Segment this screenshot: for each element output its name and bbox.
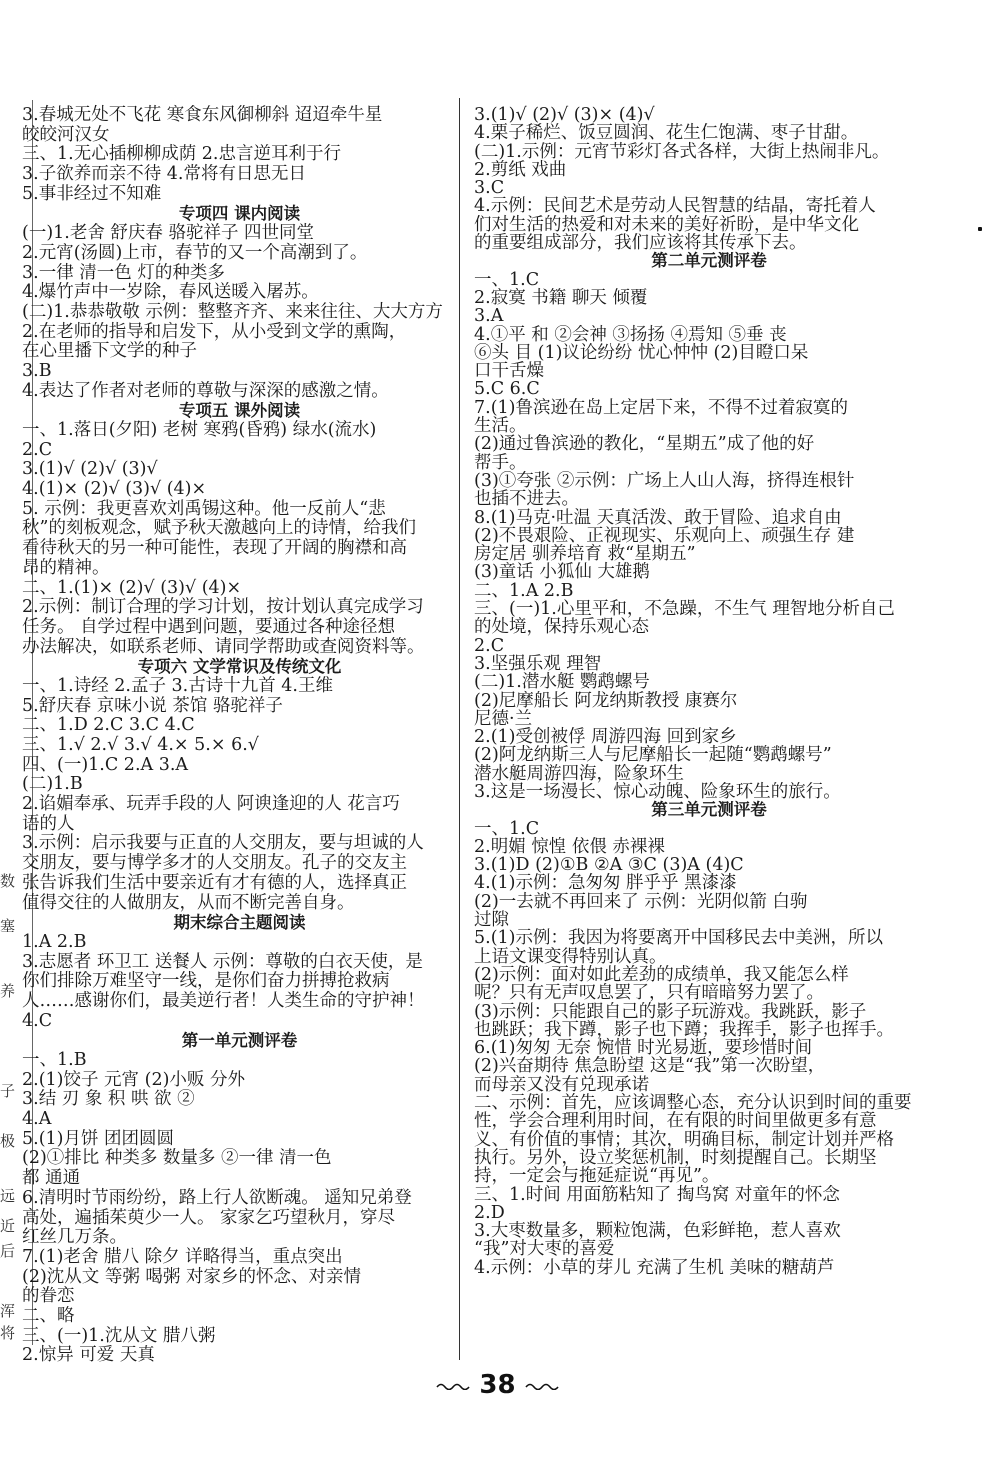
answer-line: 三、(一)1.心里平和，不急躁，不生气 理智地分析自己	[474, 599, 895, 620]
answer-line: 一、1.C	[474, 269, 540, 290]
answer-line: (2)兴奋期待 焦急盼望 这是“我”第一次盼望，	[474, 1056, 826, 1077]
answer-line: 也跳跃；我下蹲，影子也下蹲；我挥手，影子也挥手。	[474, 1019, 894, 1040]
answer-line: 3.A	[474, 306, 504, 327]
right-column	[474, 106, 944, 1277]
answer-line: 一、1.C	[474, 818, 540, 839]
answer-line: 过隙	[474, 910, 509, 931]
answer-line: (二)1.B	[22, 774, 83, 795]
answer-line: (一)1.老舍 舒庆春 骆驼祥子 四世同堂	[22, 223, 315, 244]
answer-line: (二)1.恭恭敬敬 示例：整整齐齐、来来往往、大大方方	[22, 301, 443, 322]
answer-line: (3)①夸张 ②示例：广场上人山人海，挤得连根针	[474, 470, 855, 491]
answer-line: (3)童话 小狐仙 大雄鹅	[474, 562, 650, 583]
answer-line: (2)示例：面对如此差劲的成绩单，我又能怎么样	[474, 964, 849, 985]
answer-line: 房定居 驯养培育 救“星期五”	[474, 544, 696, 565]
margin-char: 极	[0, 1132, 16, 1150]
answer-line: 7.(1)鲁滨逊在岛上定居下来，不得不过着寂寞的	[474, 397, 848, 418]
answer-line: 3.春城无处不飞花 寒食东风御柳斜 迢迢牵牛星	[22, 105, 383, 125]
answer-line: 6.(1)匆匆 无奈 惋惜 时光易逝，要珍惜时间	[474, 1038, 813, 1059]
answer-line: 2.D	[474, 1202, 505, 1223]
answer-line: 2.C	[22, 439, 53, 460]
answer-line: 7.(1)老舍 腊八 除夕 详略得当，重点突出	[22, 1246, 343, 1267]
answer-line: 的眷恋	[22, 1286, 75, 1307]
answer-line: 而母亲又没有兑现承诺	[474, 1074, 649, 1095]
answer-line: 一、1.落日(夕阳) 老树 寒鸦(昏鸦) 绿水(流水)	[22, 420, 377, 440]
answer-line: 1.A 2.B	[22, 931, 87, 952]
stray-mark	[978, 227, 982, 231]
answer-line: 5.舒庆春 京味小说 茶馆 骆驼祥子	[22, 695, 283, 716]
answer-line: (2)一去就不再回来了 示例：光阴似箭 白驹	[474, 891, 808, 912]
answer-line: 2.在老师的指导和启发下，从小受到文学的熏陶，	[22, 321, 407, 342]
answer-line: (2)沈从文 等粥 喝粥 对家乡的怀念、对亲情	[22, 1266, 361, 1287]
answer-line: 4.C	[22, 1010, 53, 1031]
section-heading: 第二单元测评卷	[651, 251, 767, 271]
answer-line: 3.子欲养而亲不待 4.常将有日思无日	[22, 164, 306, 185]
answer-line: 张告诉我们生活中要亲近有才有德的人，选择真正	[22, 872, 407, 893]
answer-line: 在心里播下文学的种子	[22, 341, 197, 362]
answer-line: 4.栗子稀烂、饭豆圆润、花生仁饱满、枣子甘甜。	[474, 123, 859, 144]
answer-line: 性，学会合理利用时间，在有限的时间里做更多有意	[474, 1111, 877, 1132]
answer-line: 3.坚强乐观 理智	[474, 653, 602, 674]
section-heading: 期末综合主题阅读	[173, 913, 306, 933]
answer-line: 上语文课变得特别认真。	[474, 946, 667, 967]
answer-line: 4.①平 和 ②会神 ③扬扬 ④焉知 ⑤垂 丧	[474, 324, 787, 345]
answer-line: 们对生活的热爱和对未来的美好祈盼，是中华文化	[474, 214, 859, 235]
page-footer	[0, 1370, 995, 1400]
answer-line: 3.志愿者 环卫工 送餐人 示例：尊敬的白衣天使，是	[22, 951, 423, 972]
answer-line: 2.寂寞 书籍 聊天 倾覆	[474, 287, 648, 308]
answer-line: 5.C 6.C	[474, 379, 540, 400]
answer-line: 5.(1)月饼 团团圆圆	[22, 1128, 175, 1149]
answer-line: 8.(1)马克·吐温 天真活泼、敢于冒险、追求自由	[474, 507, 842, 528]
answer-line: 5. 示例：我更喜欢刘禹锡这种。他一反前人“悲	[22, 498, 386, 519]
margin-char: 浑	[0, 1302, 16, 1320]
answer-line: 4.表达了作者对老师的尊敬与深深的感激之情。	[22, 380, 389, 401]
margin-char: 远	[0, 1187, 16, 1205]
section-heading: 专项六 文学常识及传统文化	[137, 657, 342, 677]
answer-line: 二、1.D 2.C 3.C 4.C	[22, 715, 195, 736]
answer-line: 3.(1)√ (2)√ (3)√	[22, 459, 158, 480]
answer-line: 三、1.时间 用面筋粘知了 掏鸟窝 对童年的怀念	[474, 1184, 840, 1205]
section-heading: 专项四 课内阅读	[178, 204, 301, 224]
section-heading: 第三单元测评卷	[651, 800, 767, 820]
answer-line: 值得交往的人做朋友，从而不断完善自身。	[22, 892, 355, 913]
wave-ornament-left-icon	[436, 1382, 470, 1390]
answer-line: 3.(1)D (2)①B ②A ③C (3)A (4)C	[474, 855, 744, 876]
answer-line: 2.惊异 可爱 天真	[22, 1345, 155, 1366]
section-heading: 第一单元测评卷	[181, 1031, 298, 1051]
answer-line: 3.(1)√ (2)√ (3)× (4)√	[474, 105, 655, 125]
answer-line: 2.C	[474, 635, 505, 656]
answer-line: 的处境，保持乐观心态	[474, 617, 649, 638]
answer-line: 5.事非经过不知难	[22, 183, 162, 204]
page-number: 38	[479, 1370, 516, 1400]
answer-line: 一、1.诗经 2.孟子 3.古诗十九首 4.王维	[22, 675, 333, 696]
answer-line: 的重要组成部分，我们应该将其传承下去。	[474, 233, 807, 254]
answer-line: 4.(1)× (2)√ (3)√ (4)×	[22, 479, 207, 500]
margin-char: 将	[0, 1324, 16, 1342]
answer-line: 3.结 刃 象 积 哄 欲 ②	[22, 1089, 195, 1110]
answer-line: 6.清明时节雨纷纷，路上行人欲断魂。 遥知兄弟登	[22, 1187, 412, 1208]
answer-line: (二)1.示例：元宵节彩灯各式各样，大街上热闹非凡。	[474, 141, 890, 162]
answer-line: 交朋友，要与博学多才的人交朋友。孔子的交友主	[22, 853, 407, 874]
answer-line: 人……感谢你们，最美逆行者！人类生命的守护神！	[22, 990, 425, 1011]
answer-line: 义、有价值的事情；其次，明确目标，制定计划并严格	[474, 1129, 894, 1150]
answer-line: 都 通通	[22, 1168, 81, 1189]
margin-char: 数	[0, 872, 16, 890]
answer-line: 昂的精神。	[22, 557, 110, 578]
answer-line: 二、示例：首先，应该调整心态，充分认识到时间的重要	[474, 1093, 912, 1114]
answer-line: 二、1.A 2.B	[474, 580, 574, 601]
answer-line: 也插不进去。	[474, 489, 579, 510]
answer-line: 帮手。	[474, 452, 527, 473]
answer-line: 4.(1)示例：急匆匆 胖乎乎 黑漆漆	[474, 873, 737, 894]
answer-line: 办法解决，如联系老师、请同学帮助或查阅资料等。	[22, 636, 425, 657]
answer-line: 四、(一)1.C 2.A 3.A	[22, 754, 189, 775]
margin-char: 子	[0, 1082, 16, 1100]
answer-line: 秋”的刻板观念，赋予秋天激越向上的诗情，给我们	[22, 518, 416, 539]
answer-line: (2)①排比 种类多 数量多 ②一律 清一色	[22, 1148, 332, 1169]
wave-ornament-right-icon	[525, 1382, 559, 1390]
answer-line: 二、略	[22, 1305, 75, 1326]
answer-line: (2)通过鲁滨逊的教化，“星期五”成了他的好	[474, 434, 815, 455]
answer-line: 3.大枣数量多，颗粒饱满，色彩鲜艳，惹人喜欢	[474, 1221, 841, 1242]
answer-line: 4.A	[22, 1109, 52, 1130]
margin-char: 塞	[0, 917, 16, 935]
answer-line: 生活。	[474, 416, 527, 437]
answer-line: 2.剪纸 戏曲	[474, 159, 567, 180]
answer-line: 3.B	[22, 360, 52, 381]
answer-line: 看待秋天的另一种可能性，表现了开阔的胸襟和高	[22, 538, 407, 559]
left-column	[22, 106, 457, 1366]
answer-line: 二、1.(1)× (2)√ (3)√ (4)×	[22, 577, 242, 598]
margin-char: 养	[0, 982, 16, 1000]
answer-line: 高处，遍插茱萸少一人。 家家乞巧望秋月，穿尽	[22, 1207, 396, 1228]
answer-line: 3.示例：启示我要与正直的人交朋友，要与坦诚的人	[22, 833, 424, 854]
margin-char: 后	[0, 1242, 16, 1260]
answer-line: 尼德·兰	[474, 708, 533, 729]
answer-line: 一、1.B	[22, 1050, 87, 1070]
answer-line: 4.示例：小草的芽儿 充满了生机 美味的糖葫芦	[474, 1257, 835, 1278]
answer-line: (2)不畏艰险、正视现实、乐观向上、顽强生存 建	[474, 525, 855, 546]
answer-line: 你们排除万难坚守一线，是你们奋力拼搏抢救病	[22, 971, 390, 992]
answer-line: 4.爆竹声中一岁除，春风送暖入屠苏。	[22, 282, 319, 303]
answer-line: 4.示例：民间艺术是劳动人民智慧的结晶，寄托着人	[474, 196, 876, 217]
column-divider	[459, 98, 460, 1360]
answer-line: 2.谄媚奉承、玩弄手段的人 阿谀逢迎的人 花言巧	[22, 794, 400, 815]
answer-line: 2.元宵(汤圆)上市，春节的又一个高潮到了。	[22, 242, 368, 263]
answer-line: “我”对大枣的喜爱	[474, 1239, 615, 1260]
answer-line: 5.(1)示例：我因为将要离开中国移民去中美洲，所以	[474, 928, 883, 949]
answer-line: 潜水艇周游四海，险象环生	[474, 763, 684, 784]
answer-line: 3.C	[474, 178, 505, 199]
answer-line: (2)尼摩船长 阿龙纳斯教授 康赛尔	[474, 690, 738, 711]
answer-line: 三、(一)1.沈从文 腊八粥	[22, 1325, 216, 1346]
answer-line: 持，一定会与拖延症说“再见”。	[474, 1166, 720, 1187]
answer-line: (3)示例：只能跟自己的影子玩游戏。我跳跃，影子	[474, 1001, 867, 1022]
answer-line: 红丝几万条。	[22, 1227, 127, 1248]
answer-line: 呢？只有无声叹息罢了，只有暗暗努力罢了。	[474, 983, 824, 1004]
answer-line: (二)1.潜水艇 鹦鹉螺号	[474, 672, 650, 693]
answer-line: ⑥头 目 (1)议论纷纷 忧心忡忡 (2)目瞪口呆	[474, 342, 809, 363]
margin-char: 近	[0, 1217, 16, 1235]
answer-line: 2.示例：制订合理的学习计划，按计划认真完成学习	[22, 597, 424, 618]
answer-line: 3.这是一场漫长、惊心动魄、险象环生的旅行。	[474, 781, 841, 802]
answer-line: 3.一律 清一色 灯的种类多	[22, 262, 225, 283]
answer-line: 2.(1)受创被俘 周游四海 回到家乡	[474, 727, 737, 748]
answer-line: 三、1.√ 2.√ 3.√ 4.× 5.× 6.√	[22, 735, 259, 755]
left-margin-fragment	[0, 0, 22, 1460]
answer-line: 语的人	[22, 813, 75, 834]
answer-line: 口干舌燥	[474, 361, 544, 382]
answer-line: 三、1.无心插柳柳成荫 2.忠言逆耳利于行	[22, 144, 341, 165]
answer-line: 任务。 自学过程中遇到问题，要通过各种途径想	[22, 616, 396, 637]
answer-line: 执行。另外，设立奖惩机制，时刻提醒自己。长期坚	[474, 1147, 877, 1168]
answer-line: 2.明媚 惊惶 依偎 赤裸裸	[474, 836, 665, 857]
answer-line: (2)阿龙纳斯三人与尼摩船长一起随“鹦鹉螺号”	[474, 745, 832, 766]
section-heading: 专项五 课外阅读	[178, 401, 301, 421]
answer-line: 2.(1)饺子 元宵 (2)小贩 分外	[22, 1069, 245, 1090]
answer-line: 皎皎河汉女	[22, 124, 110, 145]
